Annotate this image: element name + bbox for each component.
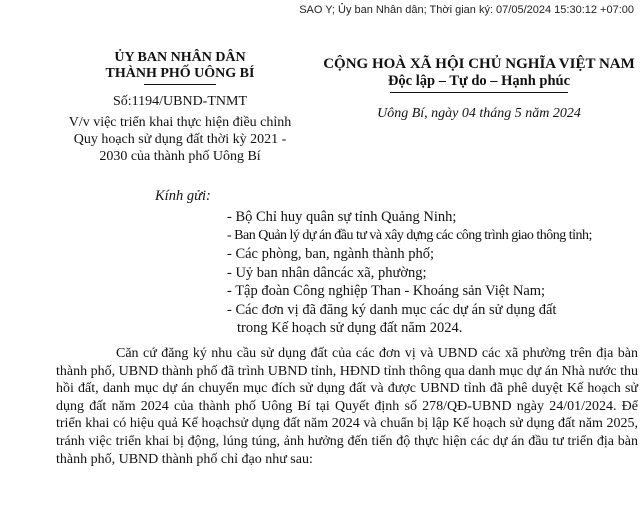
place-and-date: Uông Bí, ngày 04 tháng 5 năm 2024 <box>377 106 581 121</box>
document-subject <box>60 114 300 165</box>
header-underline <box>144 84 216 85</box>
document-number: Số:1194/UBND-TNMT <box>112 94 248 109</box>
recipient-item: - Các phòng, ban, ngành thành phố; <box>227 246 434 262</box>
recipient-item: - Tập đoàn Công nghiệp Than - Khoáng sản Việt Nam; <box>227 283 546 299</box>
recipient-item: - Bộ Chỉ huy quân sự tỉnh Quảng Ninh; <box>227 209 457 225</box>
motto-underline <box>390 92 568 93</box>
subject-line: Quy hoạch sử dụng đất thời kỳ 2021 - <box>73 132 287 147</box>
digital-signature-stamp: SAO Y; Ủy ban Nhân dân; Thời gian ký: 07/05/2024 15:30:12 +07:00 <box>299 4 634 16</box>
national-motto: Độc lập – Tự do – Hạnh phúc <box>387 73 571 89</box>
issuer-header <box>60 50 300 165</box>
recipient-item: - Các đơn vị đã đăng ký danh mục các dự án sử dụng đất <box>227 301 557 318</box>
recipient-item: - Ban Quản lý dự án đầu tư và xây dựng các công trình giao thông tỉnh; <box>227 227 592 243</box>
subject-line: 2030 của thành phố Uông Bí <box>99 149 261 164</box>
recipient-item: - Uỷ ban nhân dâncác xã, phường; <box>227 264 427 281</box>
body-text <box>56 345 638 468</box>
recipient-item-continued: trong Kế hoạch sử dụng đất năm 2024. <box>237 320 463 336</box>
national-header <box>318 56 640 122</box>
recipient-list <box>227 208 640 338</box>
agency-name: ỦY BAN NHÂN DÂN <box>114 50 246 65</box>
subject-line: V/v việc triển khai thực hiện điều chỉnh <box>68 115 292 130</box>
nation-title: CỘNG HOÀ XÃ HỘI CHỦ NGHĨA VIỆT NAM <box>323 56 635 72</box>
greeting: Kính gửi: <box>155 188 211 204</box>
organization-name: THÀNH PHỐ UÔNG BÍ <box>105 66 255 81</box>
body-paragraph: Căn cứ đăng ký nhu cầu sử dụng đất của các đơn vị và UBND các xã phường trên địa bàn thành phố, UBND thành phố đã trình UBND tỉnh, HĐND tỉnh thông qua danh mục dự án Nhà nước thu hồi đất, danh mục dự án chuyển mục đích sử dụng đất và được UBND tỉnh đã phê duyệt Kế hoạch sử dụng đất năm 2024 của thành phố Uông Bí tại Quyết định số 278/QĐ-UBND ngày 24/01/2024. Để triển khai có hiệu quả Kế hoạchsử dụng đất năm 2024 và chuẩn bị lập Kế hoạch sử dụng đất năm 2025, tránh việc triển khai bị động, lúng túng, ảnh hưởng đến tiến độ thực hiện các dự án đầu tư triển địa bàn thành phố, UBND thành phố chỉ đạo như sau: <box>56 346 638 467</box>
